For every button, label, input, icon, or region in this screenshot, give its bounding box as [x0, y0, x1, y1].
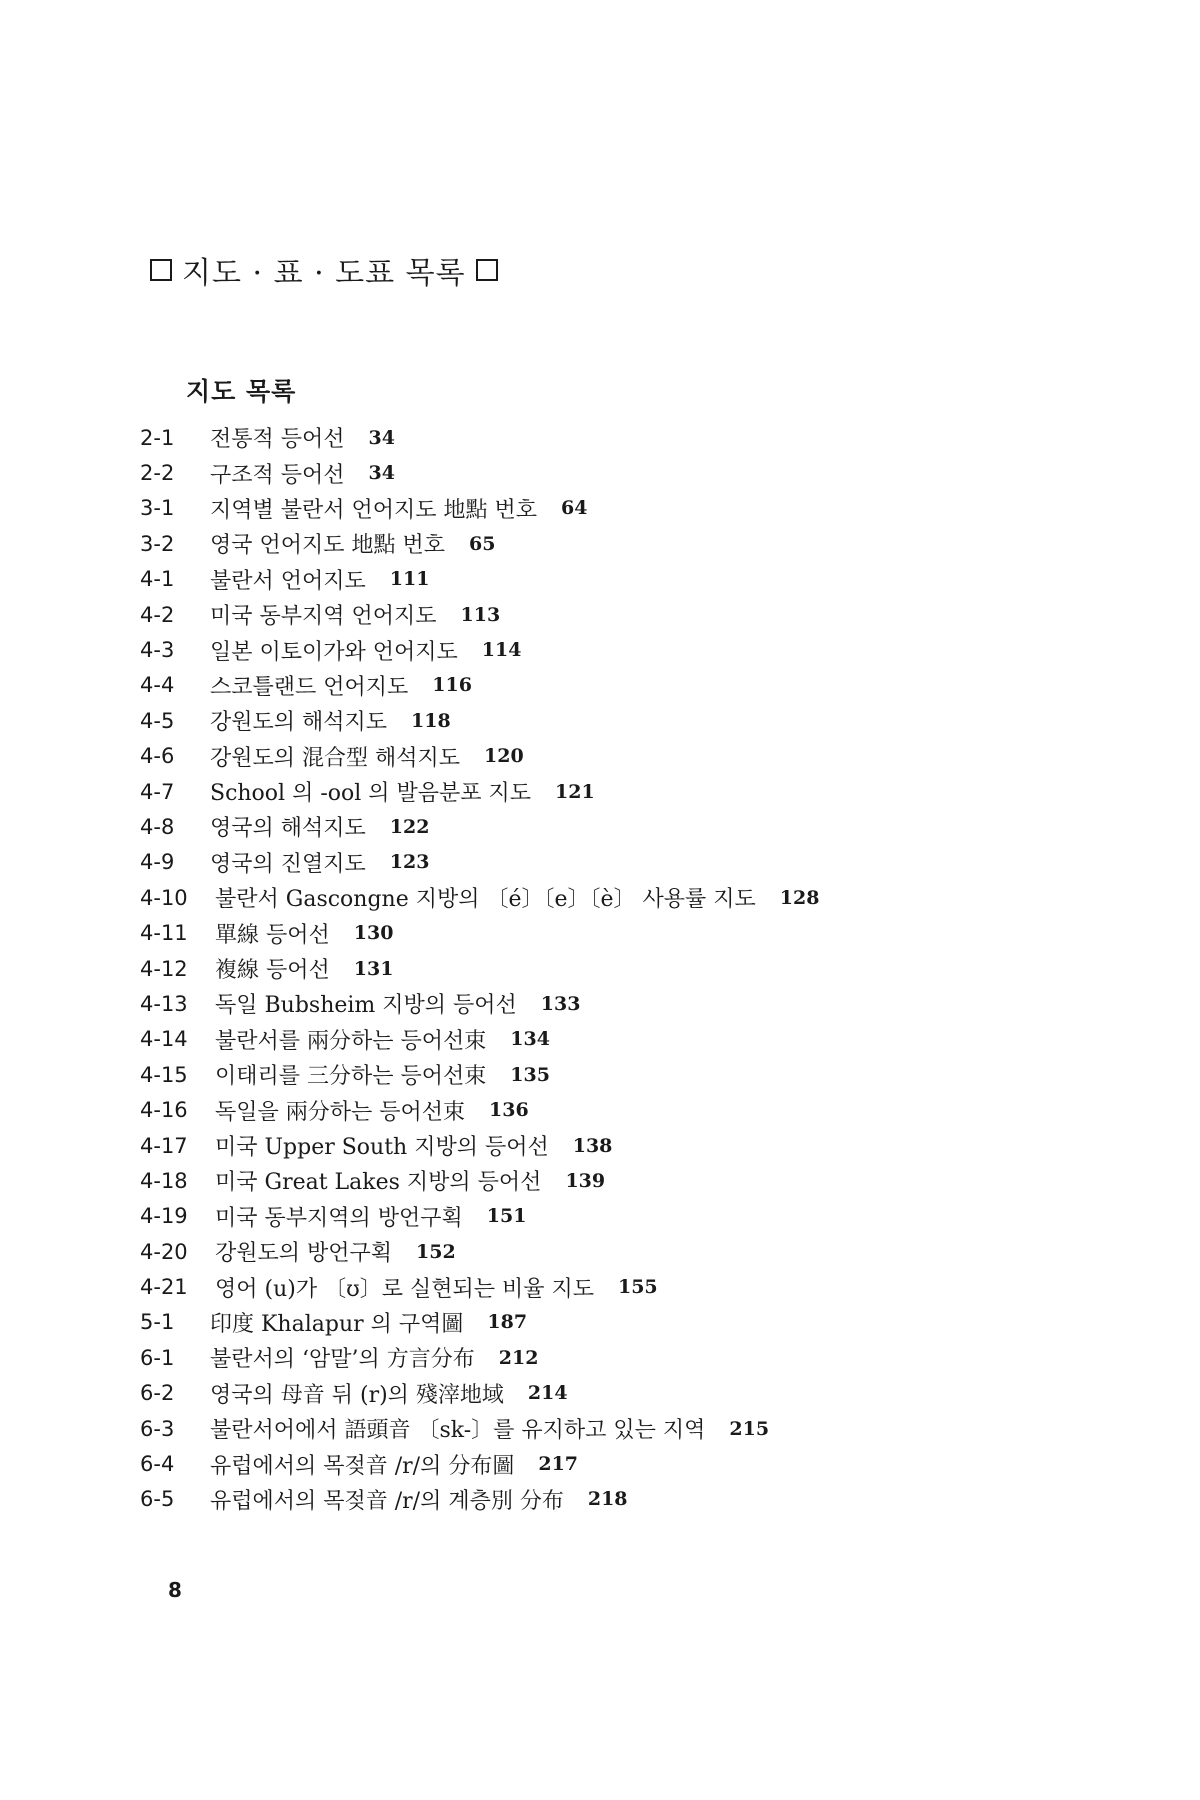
list-item: [140, 951, 1140, 986]
list-item: [140, 774, 1140, 809]
list-item: [140, 880, 1140, 915]
entry-number: 4-19: [140, 1204, 188, 1229]
box-icon: [150, 259, 172, 281]
list-item: [140, 1057, 1140, 1092]
entry-title: School 의 -ool 의 발음분포 지도: [210, 781, 532, 807]
entry-number: 2-1: [140, 425, 175, 450]
entry-title: 강원도의 混合型 해석지도: [210, 745, 461, 771]
list-item: [140, 668, 1140, 703]
list-item: [140, 1199, 1140, 1234]
list-item: [140, 986, 1140, 1021]
entry-number: 4-21: [140, 1275, 188, 1300]
list-item: [140, 1234, 1140, 1269]
list-item: [140, 1305, 1140, 1340]
list-item: [140, 1128, 1140, 1163]
entry-number: 4-6: [140, 744, 175, 769]
entry-title: 전통적 등어선: [210, 427, 345, 453]
map-list: [140, 420, 1140, 1517]
list-item: [140, 562, 1140, 597]
entry-page: 34: [368, 426, 395, 449]
page-number: 8: [168, 1578, 182, 1602]
entry-number: 4-8: [140, 814, 175, 839]
entry-title: 불란서의 ‘암말’의 方言分布: [210, 1347, 475, 1373]
list-item: [140, 703, 1140, 738]
entry-number: 4-10: [140, 885, 188, 910]
entry-number: 6-3: [140, 1416, 175, 1441]
list-item: [140, 739, 1140, 774]
entry-number: 4-4: [140, 673, 175, 698]
entry-page: 212: [498, 1346, 539, 1369]
entry-page: 151: [486, 1205, 527, 1228]
list-item: [140, 597, 1140, 632]
entry-title: 불란서 Gascongne 지방의 〔é〕〔e〕〔è〕 사용률 지도: [215, 887, 756, 913]
entry-title: 複線 등어선: [215, 958, 330, 984]
entry-number: 6-1: [140, 1345, 175, 1370]
list-item: [140, 1340, 1140, 1375]
list-item: [140, 420, 1140, 455]
entry-page: 121: [555, 780, 595, 803]
entry-number: 4-18: [140, 1168, 188, 1193]
entry-page: 123: [389, 851, 430, 874]
entry-number: 3-1: [140, 496, 175, 521]
list-item: [140, 1269, 1140, 1304]
list-item: [140, 845, 1140, 880]
entry-page: 122: [389, 815, 430, 838]
entry-number: 4-16: [140, 1098, 188, 1123]
entry-page: 118: [411, 709, 451, 732]
entry-title: 불란서 언어지도: [210, 568, 366, 594]
list-item: [140, 1163, 1140, 1198]
entry-title: 강원도의 방언구획: [215, 1241, 393, 1267]
entry-title: 구조적 등어선: [210, 462, 345, 488]
entry-title: 일본 이토이가와 언어지도: [210, 639, 458, 665]
entry-number: 3-2: [140, 531, 175, 556]
entry-page: 214: [527, 1382, 568, 1405]
list-item: [140, 491, 1140, 526]
entry-title: 유럽에서의 목젖音 /r/의 分布圖: [210, 1453, 515, 1479]
entry-title: 미국 동부지역 언어지도: [210, 604, 437, 630]
entry-title: 印度 Khalapur 의 구역圖: [210, 1311, 464, 1337]
entry-number: 4-11: [140, 921, 188, 946]
entry-page: 215: [729, 1417, 770, 1440]
entry-title: 불란서를 兩分하는 등어선束: [215, 1028, 487, 1054]
entry-number: 4-7: [140, 779, 175, 804]
list-item: [140, 1092, 1140, 1127]
entry-number: 5-1: [140, 1310, 175, 1335]
entry-page: 113: [460, 603, 501, 626]
entry-title: 미국 동부지역의 방언구획: [215, 1205, 463, 1231]
entry-title: 單線 등어선: [215, 922, 330, 948]
entry-title: 스코틀랜드 언어지도: [210, 674, 409, 700]
entry-title: 영어 (u)가 〔ʊ〕로 실현되는 비율 지도: [215, 1276, 594, 1302]
entry-number: 4-13: [140, 991, 188, 1016]
entry-title: 영국 언어지도 地點 번호: [210, 533, 445, 559]
entry-page: 130: [353, 922, 394, 945]
list-item: [140, 526, 1140, 561]
list-item: [140, 809, 1140, 844]
list-item: [140, 1482, 1140, 1517]
list-item: [140, 1376, 1140, 1411]
entry-page: 64: [561, 497, 588, 520]
entry-number: 4-12: [140, 956, 188, 981]
entry-page: 135: [510, 1063, 550, 1086]
entry-page: 218: [587, 1488, 628, 1511]
entry-number: 6-4: [140, 1452, 175, 1477]
entry-title: 불란서어에서 語頭音 〔sk-〕를 유지하고 있는 지역: [210, 1418, 706, 1444]
entry-title: 유럽에서의 목젖音 /r/의 계층別 分布: [210, 1488, 564, 1514]
entry-number: 4-14: [140, 1027, 188, 1052]
entry-number: 4-20: [140, 1239, 188, 1264]
entry-number: 4-2: [140, 602, 175, 627]
box-icon: [476, 259, 498, 281]
entry-title: 미국 Upper South 지방의 등어선: [215, 1135, 549, 1160]
list-item: [140, 1022, 1140, 1057]
entry-page: 152: [416, 1240, 456, 1263]
entry-number: 4-9: [140, 850, 175, 875]
entry-page: 114: [481, 639, 522, 662]
entry-number: 4-15: [140, 1062, 188, 1087]
entry-page: 65: [469, 532, 496, 555]
entry-number: 4-5: [140, 708, 175, 733]
entry-page: 116: [432, 674, 472, 697]
entry-page: 134: [510, 1028, 550, 1051]
entry-number: 2-2: [140, 461, 175, 486]
entry-number: 6-5: [140, 1487, 175, 1512]
list-item: [140, 1411, 1140, 1446]
entry-number: 4-17: [140, 1133, 188, 1158]
entry-page: 34: [368, 462, 395, 485]
entry-number: 4-1: [140, 567, 175, 592]
entry-title: 영국의 해석지도: [210, 816, 366, 842]
entry-title: 독일을 兩分하는 등어선束: [215, 1099, 466, 1125]
list-header: [140, 248, 508, 292]
entry-page: 217: [538, 1453, 579, 1476]
entry-title: 영국의 진열지도: [210, 851, 366, 877]
entry-title: 영국의 母音 뒤 (r)의 殘滓地域: [210, 1382, 504, 1408]
header-title: 지도 · 표 · 도표 목록: [182, 256, 466, 291]
entry-page: 136: [489, 1099, 529, 1122]
list-item: [140, 455, 1140, 490]
entry-title: 강원도의 해석지도: [210, 710, 388, 736]
entry-page: 133: [540, 992, 581, 1015]
entry-page: 139: [565, 1169, 606, 1192]
entry-page: 155: [617, 1276, 658, 1299]
list-item: [140, 1446, 1140, 1481]
entry-page: 187: [487, 1311, 528, 1334]
entry-title: 이태리를 三分하는 등어선束: [215, 1064, 487, 1090]
entry-page: 111: [389, 568, 430, 591]
section-title: 지도 목록: [186, 377, 297, 406]
entry-page: 131: [353, 957, 394, 980]
entry-page: 128: [779, 886, 820, 909]
entry-title: 미국 Great Lakes 지방의 등어선: [215, 1170, 542, 1196]
entry-page: 138: [572, 1134, 613, 1157]
entry-number: 4-3: [140, 638, 175, 663]
entry-page: 120: [484, 745, 524, 768]
entry-title: 독일 Bubsheim 지방의 등어선: [215, 993, 517, 1019]
entry-number: 6-2: [140, 1381, 175, 1406]
entry-title: 지역별 불란서 언어지도 地點 번호: [210, 497, 537, 523]
list-item: [140, 632, 1140, 667]
list-item: [140, 915, 1140, 950]
